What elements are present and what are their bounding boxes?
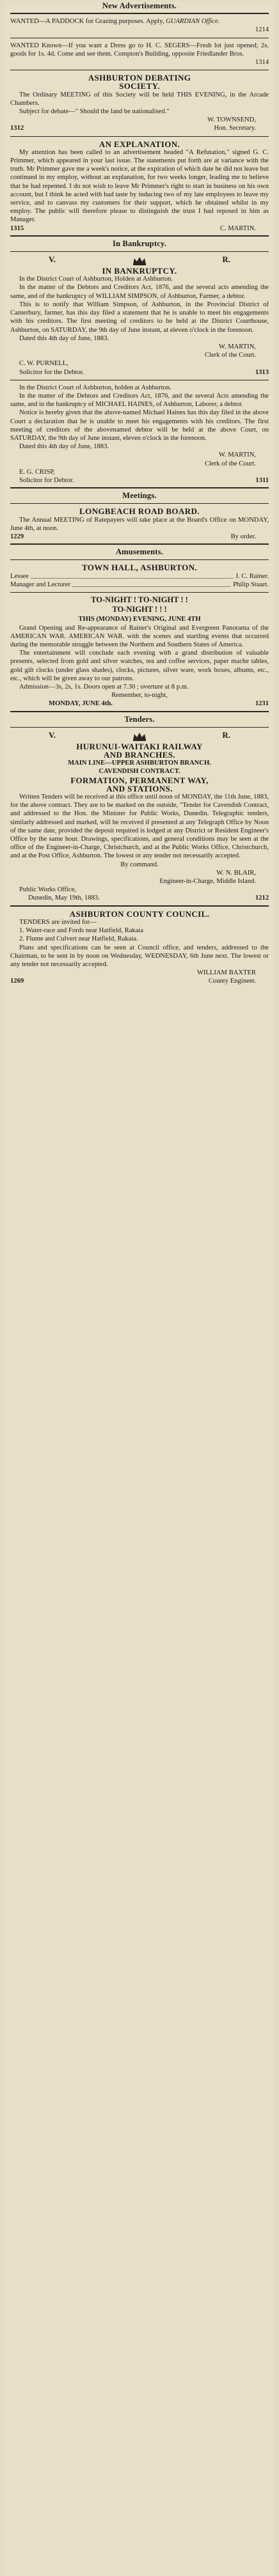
notice-body: Notice is hereby given that the above-named Michael Haines has this day filed in the above Court a declaration that he is unable to meet his engagements with his creditors. The first meeting of creditors of the abovenamed debtor will be held at the above Court, on SATURDAY, the 9th day of June instant, eleven o'clock in the forenoon.	[10, 409, 269, 442]
tender-works-2: AND STATIONS.	[106, 783, 173, 793]
ad-text: Written Tenders will be received at this office until noon of MONDAY, the 11th June, 1883, for the above contract. They are to be marked on the outside, "Tender for Cavendish Contract, and addressed to the Hon. the Minister for Public Works, Dunedin. Telegraphic tenders, similarly addressed and marked, will be received if presented at any Telegraph Office by Noon of the same date, provided the deposit required is lodged at any District or Resident Engineer's Office by the same hour. Drawings, specifications, and general conditions may be seen at the office of the Engineer-in-Charge, Christchurch, and at the Public Works Office, Christchurch, and at the Post Office, Ashburton. The lowest or any tender not necessarily accepted.	[10, 793, 269, 860]
ad-wanted-known	[10, 42, 269, 67]
notice-clerk-role: Clerk of the Court.	[204, 460, 256, 467]
divider	[10, 559, 269, 560]
cipher-v: V.	[49, 730, 56, 740]
ad-number: 1214	[255, 26, 269, 34]
tender-item-1: 1. Water-race and Fords near Hatfield, Rakaia	[19, 927, 144, 935]
tender-line: MAIN LINE—UPPER ASHBURTON BRANCH.	[68, 760, 211, 767]
notice-clerk: W. MARTIN,	[218, 343, 256, 350]
ad-remember: Remember, to-night,	[111, 692, 168, 699]
section-title-meetings: Meetings.	[122, 491, 157, 501]
notice-matter: In the matter of the Debtors and Creditors Act, 1876, and the several Acts amending the same, and in the bankruptcy of MICHAEL HAINES, of Ashburton, Laborer, a debtor.	[10, 392, 269, 409]
cipher-r: R.	[222, 730, 230, 740]
notice-matter: In the matter of the Debtors and Creditors Act, 1876, and the several acts amending the same, and of the bankruptcy of WILLIAM SIMPSON, of Ashburton, Farmer, a debtor.	[10, 284, 269, 300]
notice-clerk-role: Clerk of the Court.	[204, 352, 256, 359]
newspaper-page	[5, 2, 274, 2576]
ad-county-council	[10, 910, 269, 986]
ad-signature: W. N. BLAIR,	[216, 869, 256, 877]
ad-signature: W. TOWNSEND,	[207, 116, 256, 124]
tonight-banner-2: TO-NIGHT ! ! !	[112, 605, 167, 614]
ad-number: 1311	[255, 476, 269, 484]
ad-role: Hon. Secretary.	[214, 125, 256, 132]
ad-number: 1312	[10, 125, 24, 132]
ad-text: WANTED—A PADDOCK for Grazing purposes. Apply,	[10, 18, 164, 26]
ad-text: Grand Opening and Re-appearance of Rainer's Original and Evergreen Panorama of the AMERICAN WAR. AMERICAN WAR. with the scenes and startling events that occurred during the memorable struggle between the Northern and Southern States of America.	[10, 624, 269, 648]
ad-heading: AN EXPLANATION.	[99, 139, 180, 149]
ad-signature: By order.	[230, 533, 256, 540]
ad-text: The Annual MEETING of Ratepayers will take place at the Board's Office on MONDAY, June 4th, at noon.	[10, 516, 269, 532]
section-title-bankruptcy: In Bankruptcy.	[112, 238, 167, 248]
ad-subject: Subject for debate—" Should the land be nationalised."	[19, 108, 170, 116]
ad-number: 1229	[10, 533, 24, 540]
divider	[10, 711, 269, 712]
ad-wanted-paddock	[10, 17, 269, 34]
notice-clerk: W. MARTIN,	[218, 451, 256, 459]
ad-gifts: The entertainment will conclude each evening with a grand distribution of valuable presents, selected from gold and silver watches, tea and coffee services, paper mache tables, gold gilt clocks (under glass shades), clocks, pictures, silver ware, work boxes, albums, etc., etc., which will be given away to our patrons.	[10, 650, 269, 682]
notice-solicitor: E. G. CRISP,	[19, 468, 55, 476]
ad-number: 1269	[10, 978, 24, 985]
cipher-v: V.	[49, 254, 56, 265]
bankruptcy-heading: IN BANKRUPTCY.	[102, 266, 177, 276]
ad-signature: C. MARTIN.	[219, 224, 256, 232]
ad-number: 1313	[255, 368, 269, 376]
manager-label: Manager and Lecturer	[10, 581, 71, 588]
ad-heading: ASHBURTON COUNTY COUNCIL.	[69, 909, 210, 919]
tonight-banner: TO-NIGHT ! TO-NIGHT ! !	[91, 595, 188, 604]
ad-invited: TENDERS are invited for—	[19, 918, 97, 926]
ad-admission: Admission—3s, 2s, 1s. Doors open at 7.30 ; overture at 8 p.m.	[19, 683, 189, 691]
divider	[10, 136, 269, 137]
ad-heading: TOWN HALL, ASHBURTON.	[81, 563, 198, 573]
notice-solicitor-role: Solicitor for the Debtor.	[19, 368, 84, 376]
notice-court: In the District Court of Ashburton, Holden at Ashburton.	[19, 276, 173, 283]
ad-by-command: By command.	[120, 861, 159, 868]
crown-icon	[131, 255, 148, 265]
ad-number: 1212	[255, 894, 269, 902]
notice-dated: Dated this 4th day of June, 1883.	[19, 443, 109, 451]
ad-railway-tender	[10, 742, 269, 903]
divider	[10, 905, 269, 907]
notice-court: In the District Court of Ashburton, holden at Ashburton.	[19, 384, 171, 391]
ad-date: Dunedin, May 19th, 1883.	[28, 894, 100, 902]
ad-heading: LONGBEACH ROAD BOARD.	[79, 506, 200, 517]
divider	[10, 592, 269, 593]
divider	[10, 235, 269, 237]
manager-name: Philip Stuart.	[233, 581, 269, 588]
divider	[10, 251, 269, 252]
royal-cipher	[10, 255, 269, 267]
section-title-new-advertisements: New Advertisements.	[102, 1, 177, 10]
ad-text: The Ordinary MEETING of this Society will be held THIS EVENING, in the Arcade Chambers.	[10, 91, 269, 107]
divider	[10, 727, 269, 728]
ad-office: GUARDIAN Office.	[166, 18, 220, 26]
lessee-label: Lessee	[10, 572, 29, 580]
notice-solicitor-role: Solicitor for Debtor.	[19, 476, 74, 484]
ad-text: WANTED Known—If you want a Dress go to H. C. SEGERS—Fresh lot just opened; 2s. goods for 1s. 4d. Come and see them. Compton's Building, opposite Friedlander Bros.	[10, 42, 269, 58]
tender-contract: CAVENDISH CONTRACT.	[99, 768, 180, 776]
ad-heading: HURUNUI-WAITAKI RAILWAY	[76, 741, 203, 751]
tender-item-2: 2. Flume and Culvert near Hatfield, Rakaia.	[19, 935, 138, 943]
ad-number: 1231	[255, 700, 269, 708]
ad-date: MONDAY, JUNE 4th.	[49, 700, 113, 708]
ad-signature-role: Engineer-in-Charge, Middle Island.	[159, 878, 256, 886]
divider	[10, 503, 269, 504]
tender-works: FORMATION, PERMANENT WAY,	[70, 775, 209, 785]
notice-body: This is to notify that William Simpson, of Ashburton, in the Provincial District of Canterbury, farmer, has this day filed a statement that he is unable to meet his engagements with his creditors. The first meeting of creditors to be held at the District Courthouse, Ashburton, on SATURDAY, the 9th day of June instant, at eleven o'clock in the forenoon.	[10, 301, 269, 334]
section-title-tenders: Tenders.	[124, 714, 155, 724]
ad-office: Public Works Office,	[19, 886, 77, 894]
ad-longbeach-road-board	[10, 507, 269, 541]
ad-debating-society	[10, 74, 269, 132]
ad-signature: WILLIAM BAXTER	[196, 969, 256, 977]
ad-number: 1314	[255, 59, 269, 66]
ad-number: 1315	[10, 224, 24, 232]
ad-text: My attention has been called to an advertisement headed "A Refutation," signed G. C. Primmer, which appeared in your last issue. The statements put forth are at variance with the truth. Mr Primmer gave me a week's notice, at the expiration of which date he did not leave but continued in my employ, without an explanation, for two weeks longer, leading me to believe that he had repented. I do not wish to leave Mr Primmer's right to start in business on his own account, but I think he acted with bad taste by inducing two of my late employees to leave my service, and to canvass my customers for their support, which he obtained whilst in my employ. The public will therefore please to distinguish the trust I had reposed in him as Manager.	[10, 148, 269, 224]
section-title-amusements: Amusements.	[115, 547, 164, 557]
notice-simpson	[10, 275, 269, 376]
royal-cipher	[10, 731, 269, 742]
evening-line: THIS (MONDAY) EVENING, JUNE 4TH	[78, 616, 201, 623]
ad-heading: ASHBURTON DEBATING	[88, 73, 191, 83]
cipher-r: R.	[222, 254, 230, 265]
notice-dated: Dated this 4th day of June, 1883.	[19, 334, 109, 342]
divider	[10, 487, 269, 488]
ad-explanation	[10, 140, 269, 233]
notice-solicitor: C. W. PURNELL,	[19, 360, 68, 368]
ad-text: Plans and specifications can be seen at Council office, and tenders, addressed to the Chairman, to be sent in by noon on Wednesday, WEDNESDAY, 6th June next. The lowest or any tender not necessarily accepted.	[10, 944, 269, 968]
lessee-name: J. C. Rainer.	[235, 572, 269, 580]
crown-icon	[131, 731, 148, 741]
ad-heading-2: AND BRANCHES.	[103, 750, 176, 760]
ad-signature-role: County Engineer.	[208, 978, 256, 985]
divider	[10, 13, 269, 14]
divider	[10, 543, 269, 545]
ad-town-hall	[10, 563, 269, 708]
notice-haines	[10, 384, 269, 485]
ad-heading-2: SOCIETY.	[119, 81, 160, 91]
